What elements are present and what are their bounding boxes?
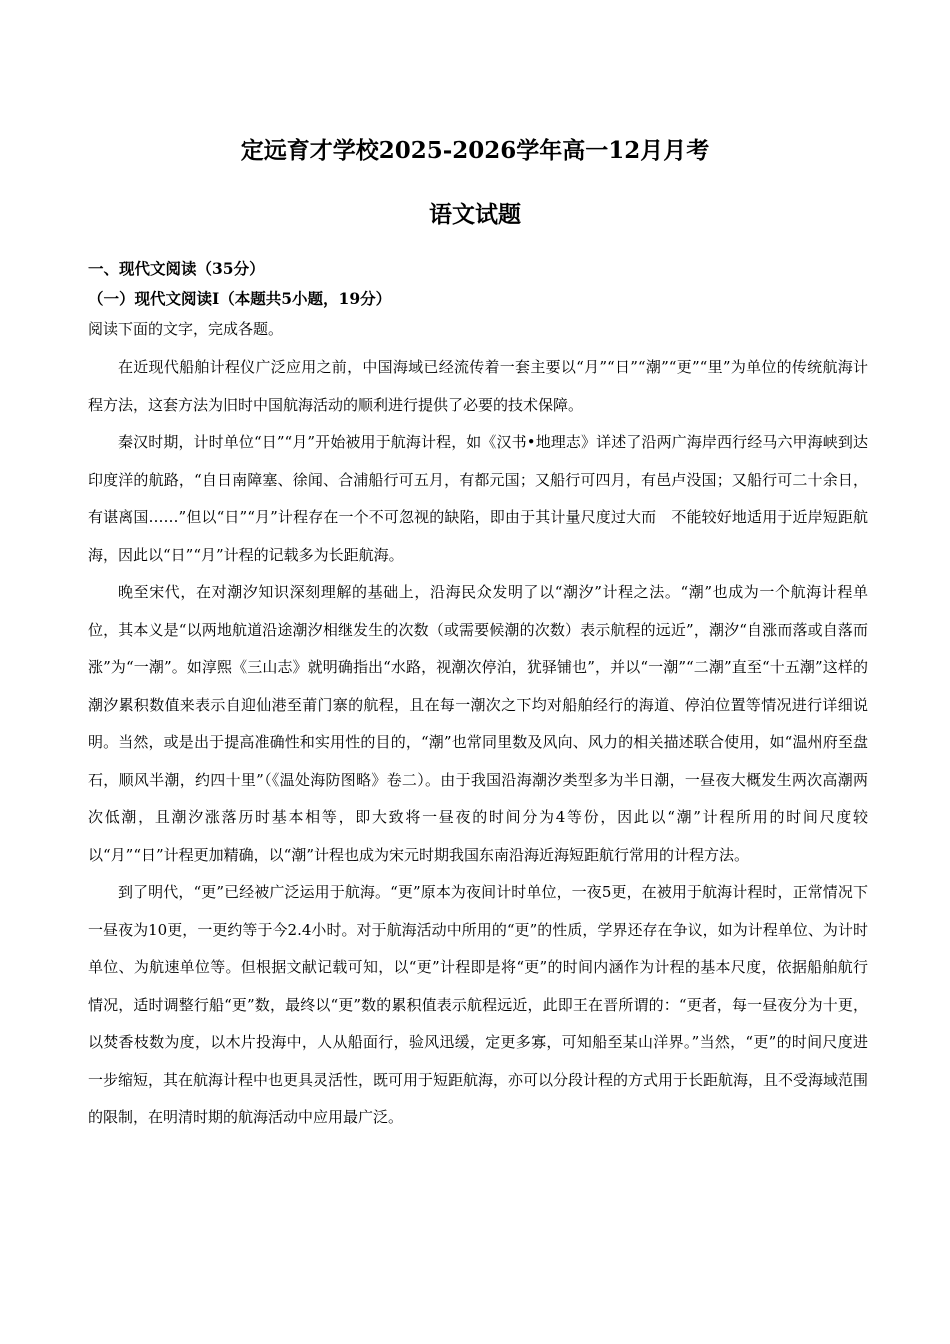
passage-paragraph-2: 秦汉时期，计时单位“日”“月”开始被用于航海计程，如《汉书•地理志》详述了沿两广海岸西行经马六甲海峡到达印度洋的航路，“自日南障塞、徐闻、合浦船行可五月，有都元国；又船行可四月，有邑卢没国；又船行可二十余日，有谌离国……”但以“日”“月”计程存在一个不可忽视的缺陷，即由于其计量尺度过大而 不能较好地适用于近岸短距航海，因此以“日”“月”计程的记载多为长距航海。	[88, 433, 868, 564]
exam-subtitle: 语文试题	[429, 201, 521, 228]
subsection-heading: （一）现代文阅读Ⅰ（本题共5小题，19分）	[88, 289, 392, 308]
exam-title: 定远育才学校2025-2026学年高一12月月考	[240, 137, 710, 164]
passage-paragraph-3: 晚至宋代，在对潮汐知识深刻理解的基础上，沿海民众发明了以“潮汐”计程之法。“潮”也成为一个航海计程单位，其本义是“以两地航道沿途潮汐相继发生的次数（或需要候潮的次数）表示航程的远近”，潮汐“自涨而落或自落而涨”为“一潮”。如淳熙《三山志》就明确指出“水路，视潮次停泊，犹驿铺也”，并以“一潮”“二潮”直至“十五潮”这样的潮汐累积数值来表示自迎仙港至莆门寨的航程，且在每一潮次之下均对船舶经行的海道、停泊位置等情况进行详细说明。当然，或是出于提高准确性和实用性的目的，“潮”也常同里数及风向、风力的相关描述联合使用，如“温州府至盘石，顺风半潮，约四十里”（《温处海防图略》卷二）。由于我国沿海潮汐类型多为半日潮，一昼夜大概发生两次高潮两次低潮，且潮汐涨落历时基本相等，即大致将一昼夜的时间分为4等份，因此以“潮”计程所用的时间尺度较以“月”“日”计程更加精确，以“潮”计程也成为宋元时期我国东南沿海近海短距航行常用的计程方法。	[88, 583, 868, 864]
passage-paragraph-1: 在近现代船舶计程仪广泛应用之前，中国海域已经流传着一套主要以“月”“日”“潮”“更”“里”为单位的传统航海计程方法，这套方法为旧时中国航海活动的顺利进行提供了必要的技术保障。	[88, 358, 868, 414]
passage-paragraph-4: 到了明代，“更”已经被广泛运用于航海。“更”原本为夜间计时单位，一夜5更，在被用于航海计程时，正常情况下一昼夜为10更，一更约等于今2.4小时。对于航海活动中所用的“更”的性质，学界还存在争议，如为计程单位、为计时单位、为航速单位等。但根据文献记载可知，以“更”计程即是将“更”的时间内涵作为计程的基本尺度，依据船舶航行情况，适时调整行船“更”数，最终以“更”数的累积值表示航程远近，此即王在晋所谓的：“更者，每一昼夜分为十更，以焚香枝数为度，以木片投海中，人从船面行，验风迅缓，定更多寡，可知船至某山洋界。”当然，“更”的时间尺度进一步缩短，其在航海计程中也更具灵活性，既可用于短距航海，亦可以分段计程的方式用于长距航海，且不受海域范围的限制，在明清时期的航海活动中应用最广泛。	[88, 883, 869, 1126]
reading-passage	[88, 349, 868, 1137]
reading-instruction: 阅读下面的文字，完成各题。	[88, 320, 284, 338]
section-heading: 一、现代文阅读（35分）	[88, 259, 265, 278]
